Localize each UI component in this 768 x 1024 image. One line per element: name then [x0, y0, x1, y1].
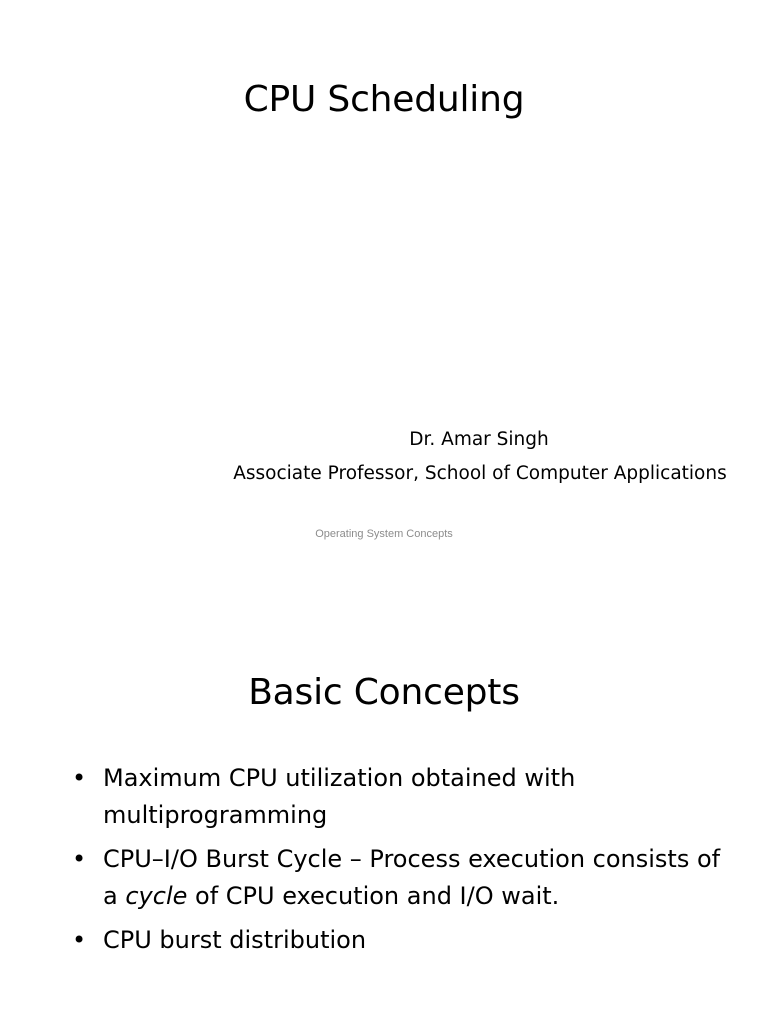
bullet-list	[72, 760, 732, 966]
author-affiliation: Associate Professor, School of Computer Applications	[233, 463, 727, 484]
slide-heading: Basic Concepts	[248, 672, 520, 713]
bullet-dot-icon: •	[72, 764, 87, 792]
bullet-text-continued: of CPU execution and I/O wait.	[187, 882, 560, 910]
author-name: Dr. Amar Singh	[409, 429, 549, 450]
bullet-item	[72, 922, 732, 959]
bullet-text: CPU–I/O Burst Cycle – Process execution consists of a	[103, 845, 721, 910]
bullet-item	[72, 841, 732, 915]
bullet-text: Maximum CPU utilization obtained with multiprogramming	[103, 764, 576, 829]
bullet-item	[72, 760, 732, 834]
bullet-dot-icon: •	[72, 926, 87, 954]
slide-title-heading: CPU Scheduling	[243, 79, 525, 120]
bullet-dot-icon: •	[72, 845, 87, 873]
slide-footer: Operating System Concepts	[315, 528, 453, 540]
slide-basic-concepts	[0, 576, 768, 1024]
bullet-emphasis: cycle	[125, 882, 188, 910]
bullet-text: CPU burst distribution	[103, 926, 367, 954]
